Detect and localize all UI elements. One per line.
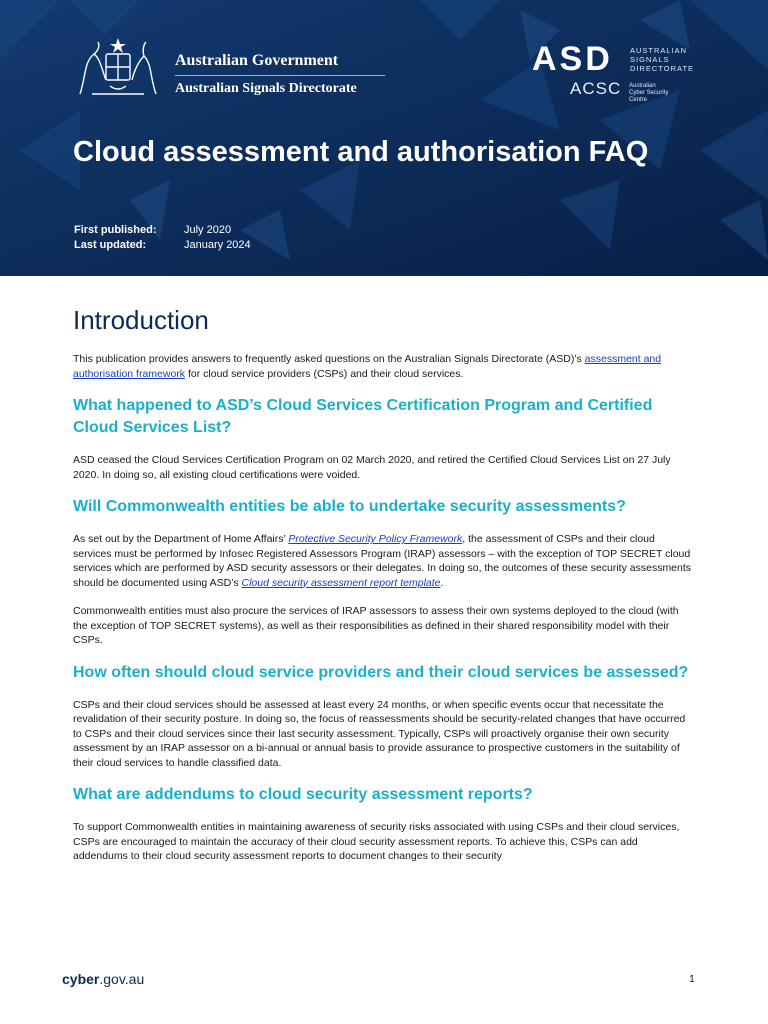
answer-4-paragraph: To support Commonwealth entities in maintaining awareness of security risks associated with using CSPs and their cloud services, CSPs are encouraged to maintain the accuracy of their cloud security assessment reports. To achieve this, CSPs can add addendums to their cloud security assessment reports to document changes to their security xyxy=(73,821,680,862)
asd-logo-words: AUSTRALIAN SIGNALS DIRECTORATE xyxy=(630,46,695,73)
acsc-logo: ACSC xyxy=(570,79,622,98)
answer-2b-paragraph: Commonwealth entities must also procure the services of IRAP assessors to assess their own systems deployed to the cloud (with the exception of TOP SECRET systems), as well as their responsibilities as defined in their shared responsibility model with their CSPs. xyxy=(73,605,679,646)
last-updated-label: Last updated: xyxy=(74,239,147,251)
question-1-heading: What happened to ASD’s Cloud Services Certification Program and Certified Cloud Services List? xyxy=(73,397,653,436)
page-number: 1 xyxy=(689,973,695,985)
first-published-label: First published: xyxy=(74,224,157,236)
footer-site-link[interactable]: cyber.gov.au xyxy=(62,971,145,987)
last-updated-value: January 2024 xyxy=(184,239,251,251)
gov-name: Australian Government xyxy=(175,52,339,69)
coat-of-arms-icon xyxy=(72,36,164,98)
agency-name: Australian Signals Directorate xyxy=(175,81,357,96)
report-template-link[interactable]: Cloud security assessment report template xyxy=(241,576,441,589)
publication-dates xyxy=(74,223,251,253)
question-3-heading: How often should cloud service providers and their cloud services be assessed? xyxy=(73,663,689,681)
intro-paragraph: This publication provides answers to frequently asked questions on the Australian Signals Directorate (ASD)’s assessment and authorisation framework for cloud service providers (CSPs) and their cloud services. xyxy=(73,353,662,380)
answer-2-paragraph: As set out by the Department of Home Affairs’ Protective Security Policy Framework, the assessment of CSPs and their cloud services must be performed by Infosec Registered Assessors Program (IRAP) assessors – with the exception of TOP SECRET cloud services which are performed by ASD security assessors or their delegates. In doing so, the outcomes of these security assessments should be documented using ASD’s Cloud security assessment report template. xyxy=(73,533,692,589)
answer-1-paragraph: ASD ceased the Cloud Services Certification Program on 02 March 2020, and retired the Certified Cloud Services List on 27 July 2020. In doing so, all existing cloud certifications were voided. xyxy=(73,454,671,481)
header-banner xyxy=(0,0,768,276)
acsc-logo-words: Australian Cyber Security Centre xyxy=(629,83,669,103)
question-4-heading: What are addendums to cloud security assessment reports? xyxy=(73,786,533,803)
answer-3-paragraph: CSPs and their cloud services should be assessed at least every 24 months, or when specific events occur that necessitate the revalidation of their security posture. In doing so, the focus of reassessments should be security-related changes that have occurred to CSPs and their cloud services since their last security assessment. Typically, CSPs will proactively organise their own security assessment by an IRAP assessor on a bi-annual or annual basis to provide assurance to prospective customers in the suitability of their cloud services to handle classified data. xyxy=(73,698,686,769)
framework-link[interactable]: assessment and authorisation framework xyxy=(73,353,662,380)
asd-logo: ASD xyxy=(532,40,613,78)
document-body xyxy=(73,305,695,878)
intro-heading: Introduction xyxy=(73,305,209,335)
document-title: Cloud assessment and authorisation FAQ xyxy=(73,136,649,168)
first-published-value: July 2020 xyxy=(184,224,232,236)
pspf-link[interactable]: Protective Security Policy Framework xyxy=(288,533,463,545)
question-2-heading: Will Commonwealth entities be able to undertake security assessments? xyxy=(73,498,626,515)
gov-divider xyxy=(175,75,385,76)
